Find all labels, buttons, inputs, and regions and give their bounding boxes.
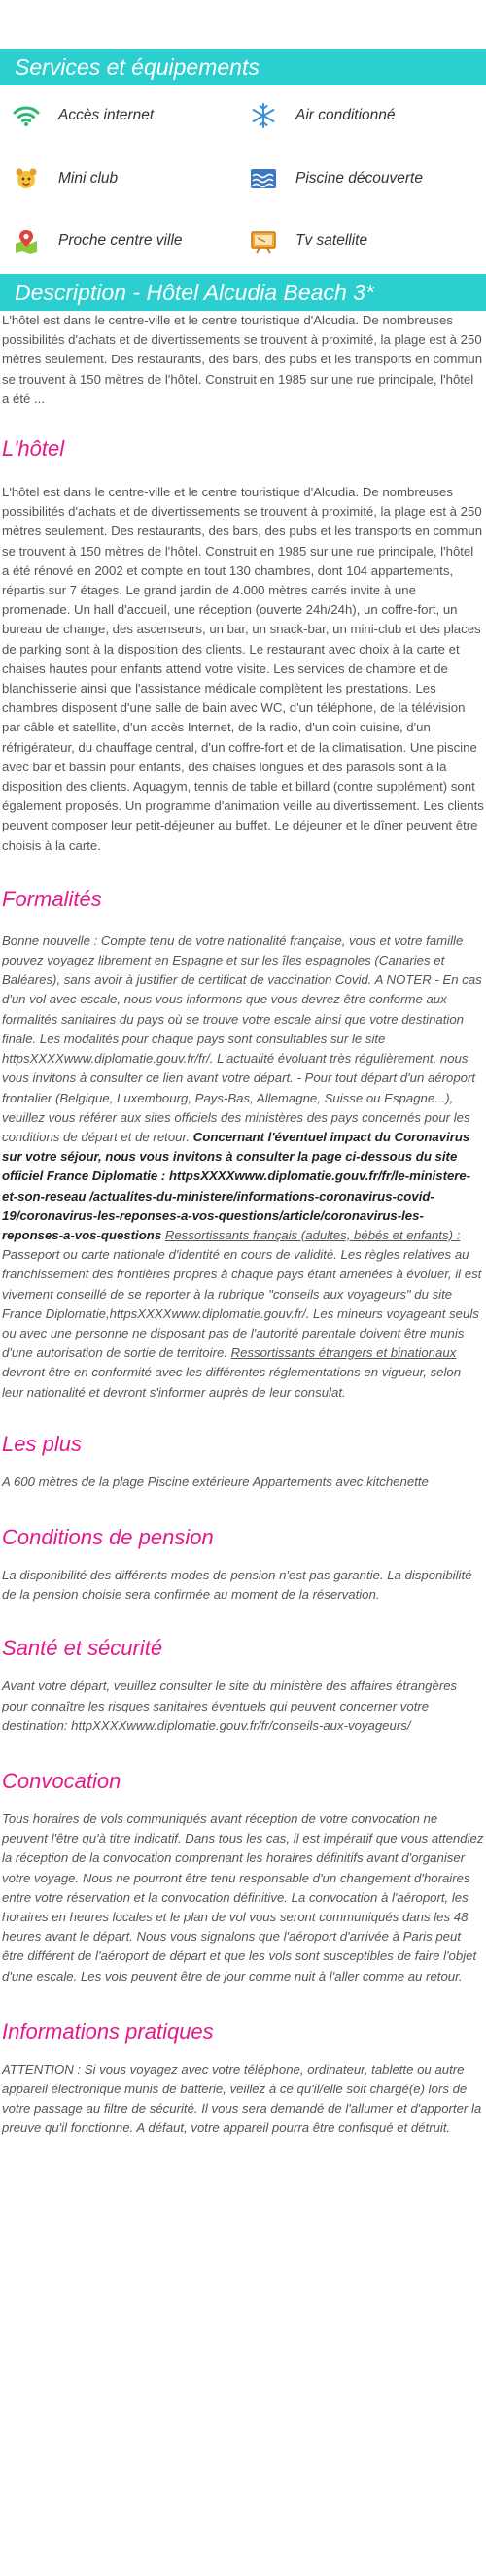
formalites-passport-rules: Passeport ou carte nationale d'identité en cours de validité. Les règles relatives au franchissement des frontières propres à chaque pays étant amenées à évoluer, il est vivement conseillé de se reporter à la rubrique "conseils aux voyageurs" du site France Diplomatie,httpsXXXXwww.diplomatie.gouv.fr/. Les mineurs voyageant seuls ou avec une personne ne disposant pas de l'autorité parentale doivent être munis d'une autorisation de sortie de territoire. [2,1247,482,1361]
section-title-plus: Les plus [2,1431,82,1456]
service-label: Proche centre ville [58,232,183,250]
services-title: Services et équipements [15,54,260,80]
section-title-sante: Santé et sécurité [2,1636,163,1661]
service-label: Air conditionné [295,107,396,123]
convocation-text: Tous horaires de vols communiqués avant réception de votre convocation ne peuvent l'être qu'à titre indicatif. Dans tous les cas, il est impératif que vous attendiez la réception de la convocation comprenant les horaires définitifs avant d'organiser votre voyage. Nous ne pourront être tenu responsable d'un changement d'horaires entre votre réservation et la convocation définitive. La convocation à l'aéroport, les horaires en heures locales et le plan de vol vous seront communiqués dans les 48 heures avant le départ. Nous vous signalons que l'aéroport d'arrivée à Paris peut être différent de l'aéroport de départ et que les vols sont susceptibles de faire l'objet d'une escale. Les vols peuvent être de jour comme nuit à l'aller comme au retour. [2,1811,484,1983]
service-mini-club [12,162,249,195]
formalites-french-nationals: Ressortissants français (adultes, bébés et enfants) : [164,1227,461,1242]
service-label: Piscine découverte [295,169,423,186]
formalites-foreign-nationals: Ressortissants étrangers et binationaux [230,1345,457,1361]
wifi-icon [12,102,41,129]
service-label: Accès internet [58,107,155,123]
service-label: Tv satellite [295,232,368,250]
description-title: Description - Hôtel Alcudia Beach 3* [15,280,374,305]
section-title-pension: Conditions de pension [2,1524,214,1549]
description-intro: L'hôtel est dans le centre-ville et le centre touristique d'Alcudia. De nombreuses possibilités d'achats et de divertissements se trouvent à proximité, la plage est à 250 mètres seulement. Des restaurants, des bars, des pubs et les transports en commun se trouvent à 150 mètres de l'hôtel. Construit en 1985 sur une rue principale, l'hôtel a été ... [2,313,483,406]
service-city-center [12,224,249,257]
tv-icon [249,227,278,254]
pension-text: La disponibilité des différents modes de pension n'est pas garantie. La disponibilité de la pension choisie sera confirmée au moment de la réservation. [2,1567,472,1603]
service-air-conditioning [249,99,486,132]
pool-icon [249,165,278,192]
hotel-description: L'hôtel est dans le centre-ville et le centre touristique d'Alcudia. De nombreuses possibilités d'achats et de divertissements se trouvent à proximité, la plage est à 250 mètres seulement. Des restaurants, des bars, des pubs et les transports en commun se trouvent à 150 mètres de l'hôtel. Construit en 1985 sur une rue principale, l'hôtel a été rénové en 2002 et compte en tout 130 chambres, dont 104 appartements, répartis sur 7 étages. Le grand jardin de 4.000 mètres carrés invite à une promenade. Un hall d'accueil, une réception (ouverte 24h/24h), un coffre-fort, un bureau de change, des ascenseurs, un bar, un snack-bar, un mini-club et des places de parking sont à la disposition des clients. Le restaurant avec choix à la carte et chaises hautes pour enfants attend votre visite. Les services de chambre et de blanchisserie ainsi que l'assistance médicale complètent les prestations. Les chambres disposent d'une salle de bain avec WC, d'un téléphone, de la télévision par câble et satellite, d'un accès Internet, de la radio, d'un coin cuisine, d'un réfrigérateur, du chauffage central, d'un coffre-fort et de la climatisation. Une piscine avec bar et bassin pour enfants, des chaises longues et des parasols sont à la disposition des clients. Aquagym, tennis de table et billard (contre supplément) sont également proposés. Un programme d'animation veille au divertissement. Les clients peuvent composer leur petit-déjeuner au buffet. Le déjeuner et le dîner peuvent être choisis à la carte. [2,485,484,853]
service-pool [249,162,486,195]
sante-text: Avant votre départ, veuillez consulter le site du ministère des affaires étrangères pour connaître les risques sanitaires éventuels qui peuvent concerner votre destination: httpXXXXwww.diplomatie.gouv.fr/fr/conseils-aux-voyageurs/ [2,1678,458,1733]
plus-text: A 600 mètres de la plage Piscine extérieure Appartements avec kitchenette [2,1474,429,1489]
section-title-convocation: Convocation [2,1768,122,1793]
section-title-infos: Informations pratiques [2,2018,214,2044]
formalites-text [0,932,486,1403]
mini-club-icon [12,165,41,192]
service-label: Mini club [58,169,119,186]
section-title-hotel: L'hôtel [2,436,65,461]
snowflake-icon [249,102,278,129]
service-internet [12,99,249,132]
service-satellite-tv [249,224,486,257]
infos-text: ATTENTION : Si vous voyagez avec votre téléphone, ordinateur, tablette ou autre appareil électronique munis de batterie, veillez à ce qu'il/elle soit chargé(e) lors de votre passage au filtre de sécurité. Il vous sera demandé de l'allumer et d'apporter la preuve qu'il fonctionne. A défaut, votre appareil pourra être confisqué et détruit. [2,2061,482,2136]
formalites-diplomatie-link[interactable]: Concernant l'éventuel impact du Coronavirus sur votre séjour, nous vous invitons à consulter la page ci-dessous du site officiel France Diplomatie : httpsXXXXwww.diplomatie.gouv.fr/fr/le-ministere-et-son-reseau /actualites-du-ministere/informations-coronavirus-covid-19/coronavirus-les-reponses-a-vos-questions/article/coronavirus-les-reponses-a-vos-questions [2,1129,471,1242]
formalites-covid-info: Bonne nouvelle : Compte tenu de votre nationalité française, vous et votre famille pouvez voyagez librement en Espagne et sur les îles espagnoles (Canaries et Baléares), sans avoir à justifier de certificat de vaccination Covid. A NOTER - En cas d'un vol avec escale, nous vous informons que vous devrez être conforme aux formalités sanitaires du pays où se trouve votre escale ainsi que votre destination finale. Les modalités pour chaque pays sont consultables sur le site httpsXXXXwww.diplomatie.gouv.fr/fr/. L'actualité évoluant très régulièrement, nous vous invitons à consulter ce lien avant votre départ. - Pour tout départ d'un aéroport frontalier (Belgique, Luxembourg, Pays-Bas, Allemagne, Suisse ou Espagne...), veuillez vous référer aux sites officiels des ministères des pays concernés pour les conditions de départ et de retour. [2,932,482,1144]
services-list [0,85,486,274]
services-header [0,49,486,85]
city-pin-icon [12,227,41,254]
formalites-consulate-info: devront être en conformité avec les différentes réglementations en vigueur, selon leur nationalité et devront s'informer auprès de leur consulat. [2,1365,462,1400]
description-header [0,274,486,311]
hotel-page [0,49,486,2139]
section-title-formalites: Formalités [2,886,102,911]
